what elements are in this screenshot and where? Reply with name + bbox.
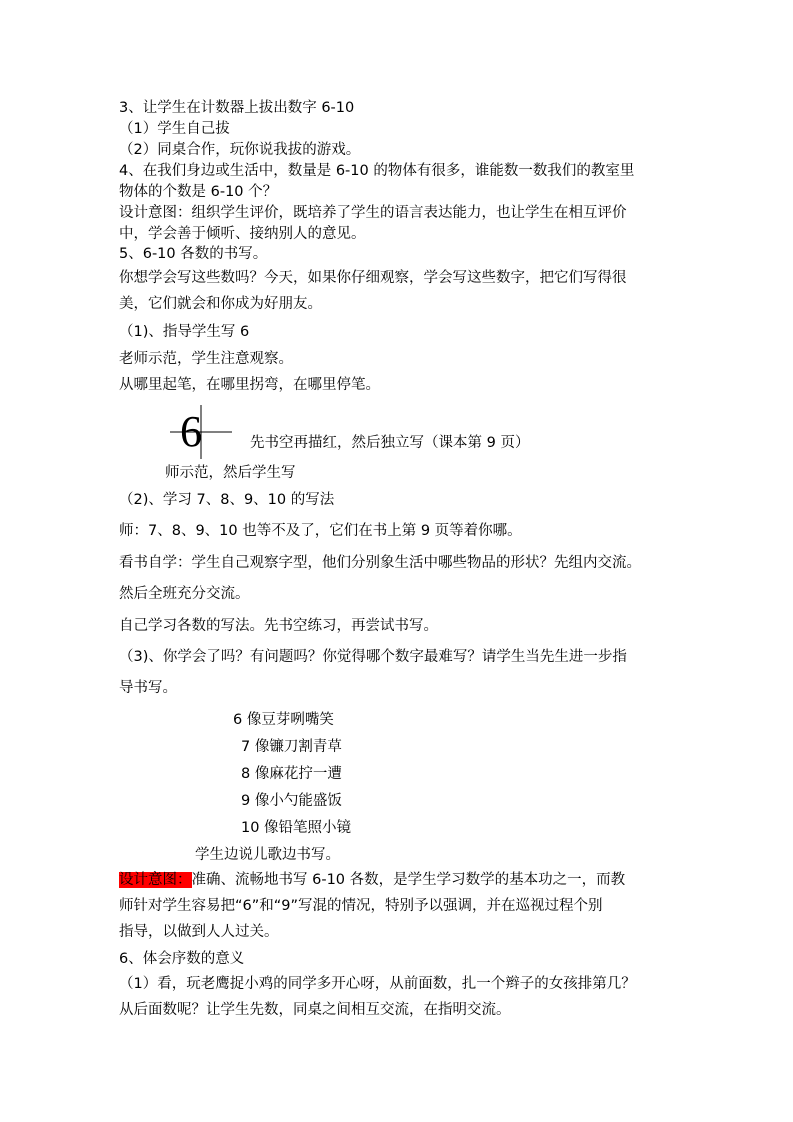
text-line: 设计意图：组织学生评价，既培养了学生的语言表达能力，也让学生在相互评价 [119,205,627,221]
text-line: 6、体会序数的意义 [119,951,245,967]
text-line: （2）同桌合作，玩你说我拔的游戏。 [119,142,361,158]
text-segment: 准确、流畅地书写 6-10 各数，是学生学习数学的基本功之一，而教 [191,872,626,888]
text-line: 美，它们就会和你成为好朋友。 [119,296,322,312]
text-line: 指导，以做到人人过关。 [119,924,279,940]
text-line: 老师示范，学生注意观察。 [119,351,293,367]
text-line [119,870,679,890]
text-line: （1）学生自己拔 [119,121,230,137]
text-line: 师针对学生容易把“6”和“9”写混的情况，特别予以强调，并在巡视过程个别 [119,898,603,914]
text-line: 看书自学：学生自己观察字型，他们分别象生活中哪些物品的形状？先组内交流。 [119,555,641,571]
rhyme-line: 9 像小勺能盛饭 [241,793,342,809]
rhyme-line: 7 像镰刀割青草 [241,739,342,755]
text-line: 导书写。 [119,680,177,696]
text-line: 你想学会写这些数吗？今天，如果你仔细观察，学会写这些数字，把它们写得很 [119,270,627,286]
text-line: 物体的个数是 6-10 个？ [119,184,278,200]
rhyme-line: 6 像豆芽咧嘴笑 [233,712,334,728]
text-line: （3)、你学会了吗？有问题吗？你觉得哪个数字最难写？请学生当先生进一步指 [119,649,627,665]
text-line: 3、让学生在计数器上拔出数字 6-10 [119,100,355,116]
text-line: 从后面数呢？让学生先数，同桌之间相互交流，在指明交流。 [119,1002,511,1018]
highlighted-label: 设计意图： [119,872,192,888]
rhyme-line: 8 像麻花拧一遭 [241,766,342,782]
text-line: 学生边说儿歌边书写。 [195,847,340,863]
text-line: 先书空再描红，然后独立写（课本第 9 页） [250,435,530,451]
text-line: 中，学会善于倾听、接纳别人的意见。 [119,226,366,242]
text-line: 师示范，然后学生写 [165,465,296,481]
text-line: 4、在我们身边或生活中，数量是 6-10 的物体有很多，谁能数一数我们的教室里 [119,163,635,179]
text-line: （2)、学习 7、8、9、10 的写法 [119,492,335,508]
text-line: 师：7、8、9、10 也等不及了，它们在书上第 9 页等着你哪。 [119,523,522,539]
rhyme-line: 10 像铅笔照小镜 [241,820,352,836]
text-line: （1）看，玩老鹰捉小鸡的同学多开心呀，从前面数，扎一个辫子的女孩排第几？ [119,976,636,992]
text-line: 自己学习各数的写法。先书空练习，再尝试书写。 [119,618,438,634]
text-line: 从哪里起笔，在哪里拐弯，在哪里停笔。 [119,377,380,393]
large-digit-six: 6 [180,407,202,456]
text-line: （1)、指导学生写 6 [119,324,250,340]
text-line: 5、6-10 各数的书写。 [119,246,268,262]
text-line: 然后全班充分交流。 [119,586,250,602]
